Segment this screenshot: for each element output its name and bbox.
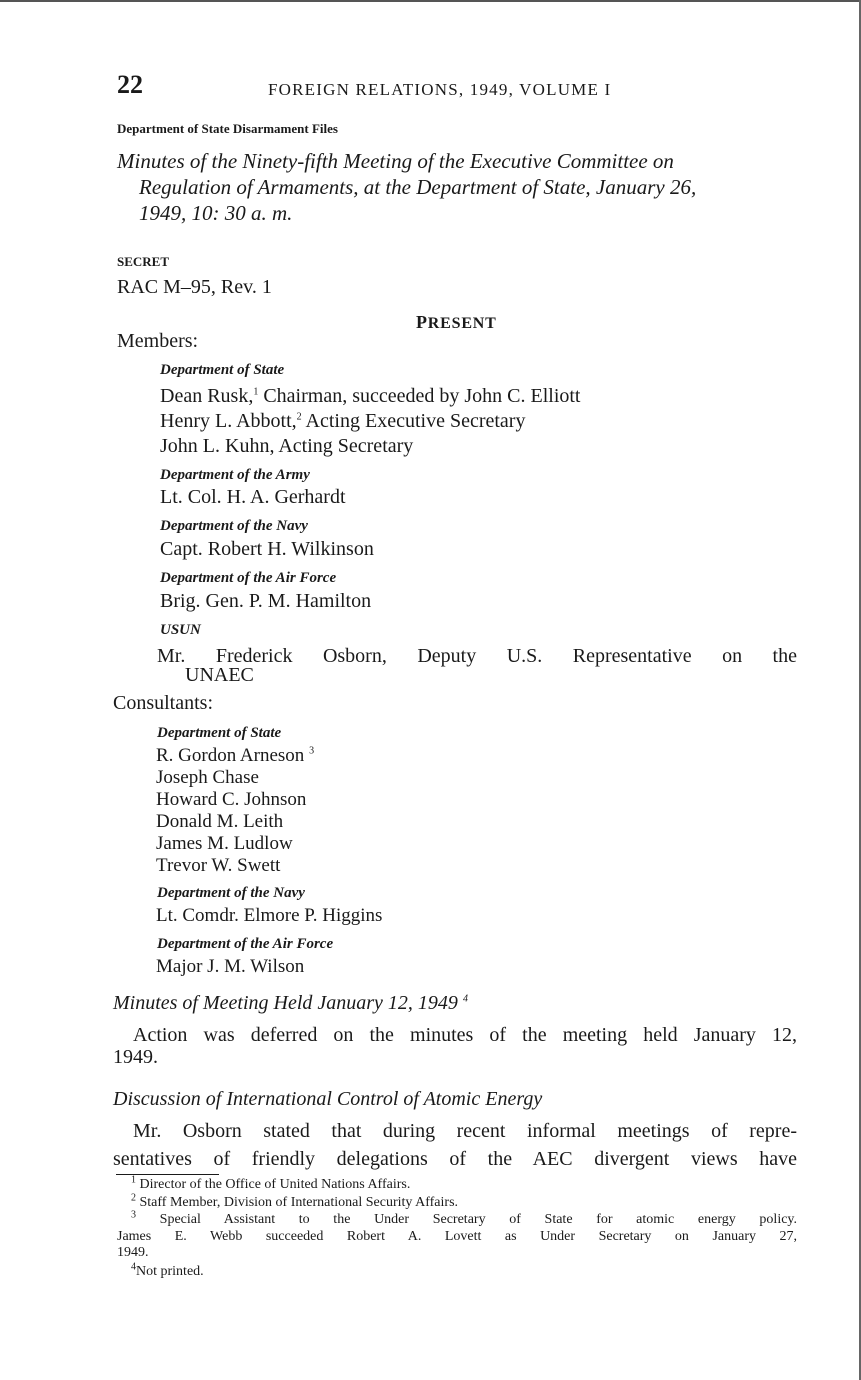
footnote — [131, 1209, 798, 1228]
footnote-ref: 4 — [462, 993, 468, 1005]
page-top-edge — [0, 0, 861, 2]
footnote-text: Not printed. — [136, 1264, 204, 1279]
department-heading: Department of the Air Force — [160, 570, 337, 586]
department-heading: Department of the Navy — [160, 518, 308, 534]
footnote-ref: 1 — [253, 386, 259, 398]
paragraph-line: Mr. Osborn stated that during recent informal meetings of repre- — [133, 1120, 797, 1142]
footnote-continuation: 1949. — [117, 1245, 149, 1260]
section-heading-discussion: Discussion of International Control of Atomic Energy — [113, 1088, 543, 1110]
page-number: 22 — [117, 70, 143, 99]
consultant-name: Joseph Chase — [156, 767, 259, 788]
member-name-text: Dean Rusk, — [160, 385, 254, 407]
footnote-ref: 3 — [309, 745, 315, 757]
member-name: Capt. Robert H. Wilkinson — [160, 538, 374, 560]
footnote-text: Staff Member, Division of International Security Affairs. — [139, 1195, 459, 1210]
member-name-text: Henry L. Abbott, — [160, 410, 297, 432]
members-label: Members: — [117, 330, 199, 352]
footnote-text: Director of the Office of United Nations Affairs. — [139, 1177, 411, 1192]
paragraph-line: 1949. — [113, 1046, 158, 1068]
consultant-name: Major J. M. Wilson — [156, 956, 305, 977]
footnote-number: 1 — [131, 1174, 136, 1186]
department-heading: USUN — [160, 622, 201, 638]
member-role: Acting Executive Secretary — [301, 410, 526, 432]
member-name: John L. Kuhn, Acting Secretary — [160, 435, 414, 457]
consultants-label: Consultants: — [113, 692, 214, 714]
classification-label: SECRET — [117, 254, 170, 269]
department-heading: Department of the Army — [160, 467, 310, 483]
paragraph-line: Action was deferred on the minutes of the meeting held January 12, — [133, 1024, 797, 1046]
footnote — [131, 1174, 411, 1193]
footnote-number: 2 — [131, 1192, 136, 1204]
paragraph-line: sentatives of friendly delegations of the AEC divergent views have — [113, 1148, 797, 1170]
member-name: Lt. Col. H. A. Gerhardt — [160, 486, 346, 508]
member-name: UNAEC — [185, 664, 254, 686]
present-initial: P — [416, 312, 428, 332]
department-heading: Department of State — [157, 725, 282, 741]
member-role: Chairman, succeeded by John C. Elliott — [258, 385, 581, 407]
member-name: Brig. Gen. P. M. Hamilton — [160, 590, 372, 612]
department-heading: Department of the Air Force — [157, 936, 334, 952]
footnote-number: 4 — [131, 1261, 136, 1273]
member-name — [160, 410, 525, 433]
footnote-number: 3 — [131, 1209, 136, 1221]
department-heading: Department of the Navy — [157, 885, 305, 901]
footnote-text: Special Assistant to the Under Secretary of State for atomic energy policy. — [159, 1212, 798, 1227]
document-title — [117, 148, 807, 226]
section-heading-text: Minutes of Meeting Held January 12, 1949 — [113, 992, 458, 1014]
consultant-name: Donald M. Leith — [156, 811, 284, 832]
title-line: Minutes of the Ninety-fifth Meeting of the Executive Committee on — [117, 149, 674, 173]
running-head: FOREIGN RELATIONS, 1949, VOLUME I — [268, 80, 612, 99]
member-name — [160, 385, 581, 408]
consultant-name: Lt. Comdr. Elmore P. Higgins — [156, 905, 383, 926]
source-line: Department of State Disarmament Files — [117, 121, 338, 136]
title-line: 1949, 10: 30 a. m. — [139, 201, 293, 225]
consultant-name: James M. Ludlow — [156, 833, 293, 854]
member-name: Mr. Frederick Osborn, Deputy U.S. Representative on the — [157, 645, 797, 667]
department-heading: Department of State — [160, 362, 285, 378]
consultant-name: Howard C. Johnson — [156, 789, 307, 810]
consultant-name-text: R. Gordon Arneson — [156, 745, 305, 766]
consultant-name: Trevor W. Swett — [156, 855, 281, 876]
footnote-continuation: James E. Webb succeeded Robert A. Lovett as Under Secretary on January 27, — [117, 1229, 797, 1244]
section-heading-minutes — [113, 992, 468, 1015]
document-reference: RAC M–95, Rev. 1 — [117, 276, 272, 298]
present-heading — [416, 312, 497, 333]
footnote — [131, 1192, 459, 1211]
present-rest: RESENT — [427, 315, 497, 332]
consultant-name — [156, 745, 314, 767]
footnote-ref: 2 — [296, 411, 302, 423]
title-line: Regulation of Armaments, at the Department of State, January 26, — [139, 175, 697, 199]
footnote — [131, 1261, 204, 1280]
